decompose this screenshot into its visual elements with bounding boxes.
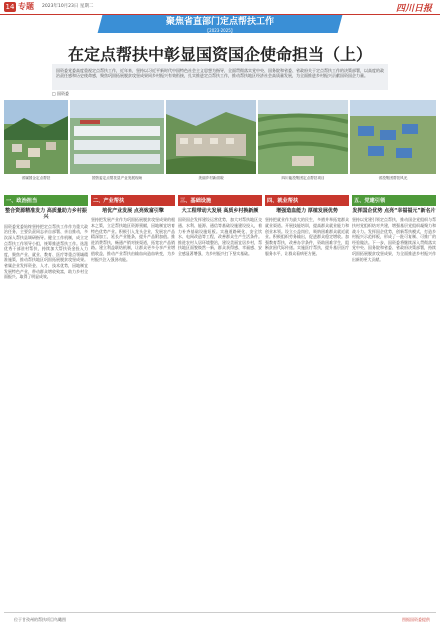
photo-caption-4: 四川能投集团定点帮扶项目 (281, 176, 325, 180)
article-column-5 (352, 195, 436, 605)
lead-paragraph: 国资委党委高度重视定点帮扶工作，近年来，坚持以习近平新时代中国特色社会主义思想为指导，全面贯彻落实党中央、国务院和省委、省政府关于定点帮扶工作的决策部署，以高度的政治责任感和历史使命感，聚焦巩固拓展脱贫攻坚成果同乡村振兴有效衔接，扎实推进定点帮扶工作，推动帮扶地区经济社会高质量发展，为全面推进乡村振兴贡献国资国企力量。 (52, 64, 388, 90)
column-subtitle: 整合资源精准发力 高质量助力乡村振兴 (5, 208, 87, 221)
photo-caption-1: 省属国企定点帮扶 (21, 176, 51, 180)
photo-greenhouse (70, 100, 164, 174)
footer-credit: 图据国资委提供 (402, 617, 430, 622)
footer-divider (4, 612, 436, 613)
section-tag: 专题 (18, 2, 34, 11)
column-subtitle: 大工程带动大发展 高质乡村换新颜 (181, 208, 259, 214)
page-headline: 在定点帮扶中彰显国资国企使命担当（上） (67, 45, 372, 64)
column-section-head: 二、产业帮扶 (91, 195, 175, 206)
photo-village-blue-roofs (350, 100, 436, 174)
column-section-head: 四、就业帮扶 (265, 195, 349, 206)
column-subtitle: 增强造血能力 厚植发展优势 (276, 208, 338, 214)
column-section-head: 三、基础设施 (178, 195, 262, 206)
article-column-2 (91, 195, 175, 605)
column-body: 国资委党委始终坚持把定点帮扶工作作为重大政治任务，主要负责同志亲自部署、亲自推动，多次深入帮扶县调研指导。健全工作机制，成立定点帮扶工作领导小组，统筹推进帮扶工作。选派优秀干部驻村帮扶，持续加大帮扶资金投入力度，聚焦产业、就业、教育、医疗等重点领域精准施策，推动帮扶地区巩固拓展脱贫攻坚成果。省属企业发挥资金、人才、技术优势，因地制宜发展特色产业，带动群众增收致富，助力乡村全面振兴，取得了明显成效。 (4, 223, 88, 280)
photo-town-valley (166, 100, 256, 174)
byline: □ 国资委 (52, 91, 70, 96)
top-bar (0, 0, 440, 15)
column-body: 坚持把就业作为最大的民生，多措并举拓宽群众就业渠道。开展技能培训，提高群众就业能力和创业本领。设立公益岗位，吸纳困难群众就近就业。积极组织劳务输出，促进群众稳定增收。加强教育帮扶，改善办学条件，资助困难学生，阻断贫困代际传递。实施医疗帮扶，提升基层医疗服务水平，让群众看病更方便。 (265, 217, 349, 256)
article-column-1 (4, 195, 88, 605)
column-section-head: 五、党建引领 (352, 195, 436, 206)
article-column-3 (178, 195, 262, 605)
column-section-head: 一、政治担当 (4, 195, 88, 206)
photo-terraced-fields (258, 100, 348, 174)
dateline: 2023年10月23日 星期二 (42, 4, 94, 9)
banner-title: 聚焦省直部门定点帮扶工作 (165, 17, 274, 27)
banner-subtitle: 【2023·2025】 (205, 28, 235, 33)
article-column-4 (265, 195, 349, 605)
column-body: 国资国企发挥建设运营优势，加大对帮扶地区交通、水利、能源、通信等基础设施建设投入，着力补齐基础设施短板。实施道路硬化、安全饮水、电网改造等工程，改善群众生产生活条件。推进农村人居环境整治，建设美丽宜居乡村，帮扶地区面貌焕然一新，群众获得感、幸福感、安全感显著增强，为乡村振兴打下坚实基础。 (178, 217, 262, 256)
photo-caption-2: 国资委定点帮扶县产业发展现场 (91, 176, 143, 180)
column-subtitle: 发挥国企优势 点亮“幸福福元”新名片 (352, 208, 436, 214)
photo-caption-5: 省投集团帮扶风光 (378, 176, 408, 180)
photo-village-aerial (4, 100, 68, 174)
brand-logo: 四川日报 (395, 4, 432, 14)
page-number: 14 (5, 3, 15, 11)
photo-caption-3: 美丽乡村新面貌 (198, 176, 224, 180)
column-body: 坚持以党建引领定点帮扶，推动国企党组织与帮扶村党组织结对共建，增强基层党组织凝聚力和战斗力。发挥国企优势，创新帮扶模式，打造乡村振兴示范样板，形成了一批可复制、可推广的经验做法。下一步，国资委将继续深入贯彻落实党中央、国务院和省委、省政府决策部署，持续巩固拓展脱贫攻坚成果，为全面推进乡村振兴作出新的更大贡献。 (352, 217, 436, 262)
column-body: 坚持把发展产业作为巩固拓展脱贫攻坚成果的根本之策，立足帮扶地区资源禀赋，因地制宜培育特色优势产业。积极引入龙头企业，发展农产品精深加工，延长产业链条，提升产品附加值。推进消费帮扶，畅通产销对接渠道，拓宽农产品销路。建立利益联结机制，让群众更多分享产业增值收益，推动产业帮扶由输血向造血转变，为乡村振兴注入强劲动能。 (91, 217, 175, 262)
column-subtitle: 培优产业发展 点亮致富引擎 (102, 208, 164, 214)
footer-caption: 位于甘孜州的帮扶项目鸟瞰图 (14, 617, 66, 622)
photo-strip (4, 100, 436, 190)
